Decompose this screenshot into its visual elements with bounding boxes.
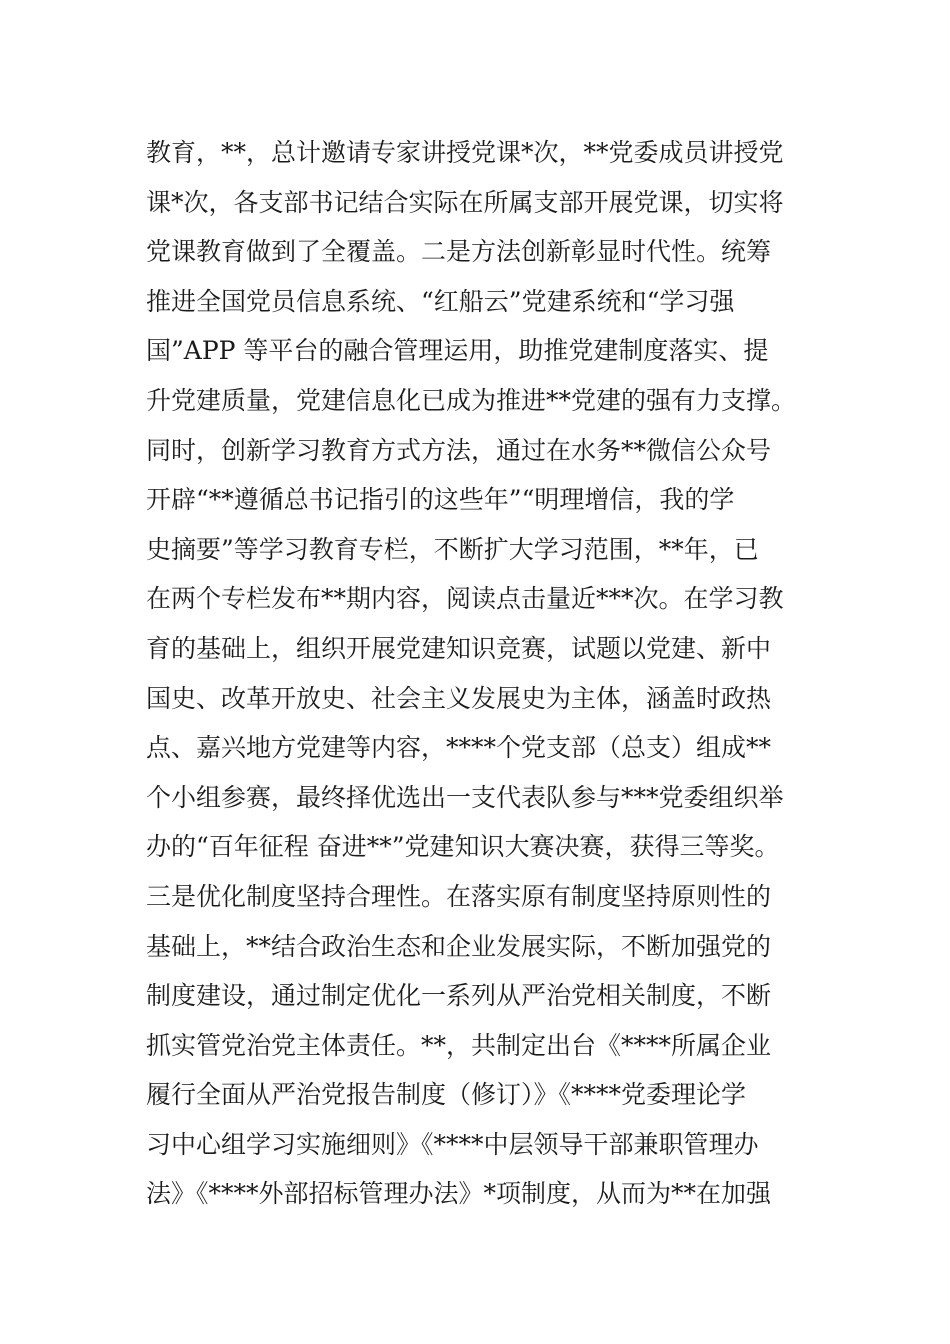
text-line: 升党建质量，党建信息化已成为推进**党建的强有力支撑。 <box>146 385 797 415</box>
text-line: 抓实管党治党主体责任。**，共制定出台《****所属企业 <box>146 1030 772 1060</box>
text-line: 习中心组学习实施细则》《****中层领导干部兼职管理办 <box>146 1129 759 1159</box>
text-line: 同时，创新学习教育方式方法，通过在水务**微信公众号 <box>146 435 772 465</box>
text-line: 推进全国党员信息系统、“红船云”党建系统和“学习强 <box>146 286 735 316</box>
text-line: 国”APP 等平台的融合管理运用，助推党建制度落实、提 <box>146 336 769 366</box>
text-line: 基础上，**结合政治生态和企业发展实际，不断加强党的 <box>146 931 772 961</box>
text-line: 育的基础上，组织开展党建知识竞赛，试题以党建、新中 <box>146 633 772 663</box>
text-line: 在两个专栏发布**期内容，阅读点击量近***次。在学习教 <box>146 584 784 614</box>
text-line: 法》《****外部招标管理办法》*项制度，从而为**在加强 <box>146 1179 772 1209</box>
text-line: 制度建设，通过制定优化一系列从严治党相关制度，不断 <box>146 981 772 1011</box>
text-line: 党课教育做到了全覆盖。二是方法创新彰显时代性。统筹 <box>146 237 772 267</box>
text-line: 史摘要”等学习教育专栏，不断扩大学习范围，**年，已 <box>146 534 759 564</box>
text-line: 履行全面从严治党报告制度（修订）》《****党委理论学 <box>146 1080 747 1110</box>
text-line: 个小组参赛，最终择优选出一支代表队参与***党委组织举 <box>146 782 784 812</box>
text-line: 办的“百年征程 奋进**”党建知识大赛决赛，获得三等奖。 <box>146 832 780 862</box>
text-line: 开辟“**遵循总书记指引的这些年”“明理增信，我的学 <box>146 485 735 515</box>
body-text <box>146 128 846 1219</box>
text-line: 点、嘉兴地方党建等内容，****个党支部（总支）组成** <box>146 733 772 763</box>
text-line: 国史、改革开放史、社会主义发展史为主体，涵盖时政热 <box>146 683 772 713</box>
text-line: 教育，**，总计邀请专家讲授党课*次，**党委成员讲授党 <box>146 138 784 167</box>
text-line: 课*次，各支部书记结合实际在所属支部开展党课，切实将 <box>146 187 784 217</box>
text-line: 三是优化制度坚持合理性。在落实原有制度坚持原则性的 <box>146 881 772 911</box>
